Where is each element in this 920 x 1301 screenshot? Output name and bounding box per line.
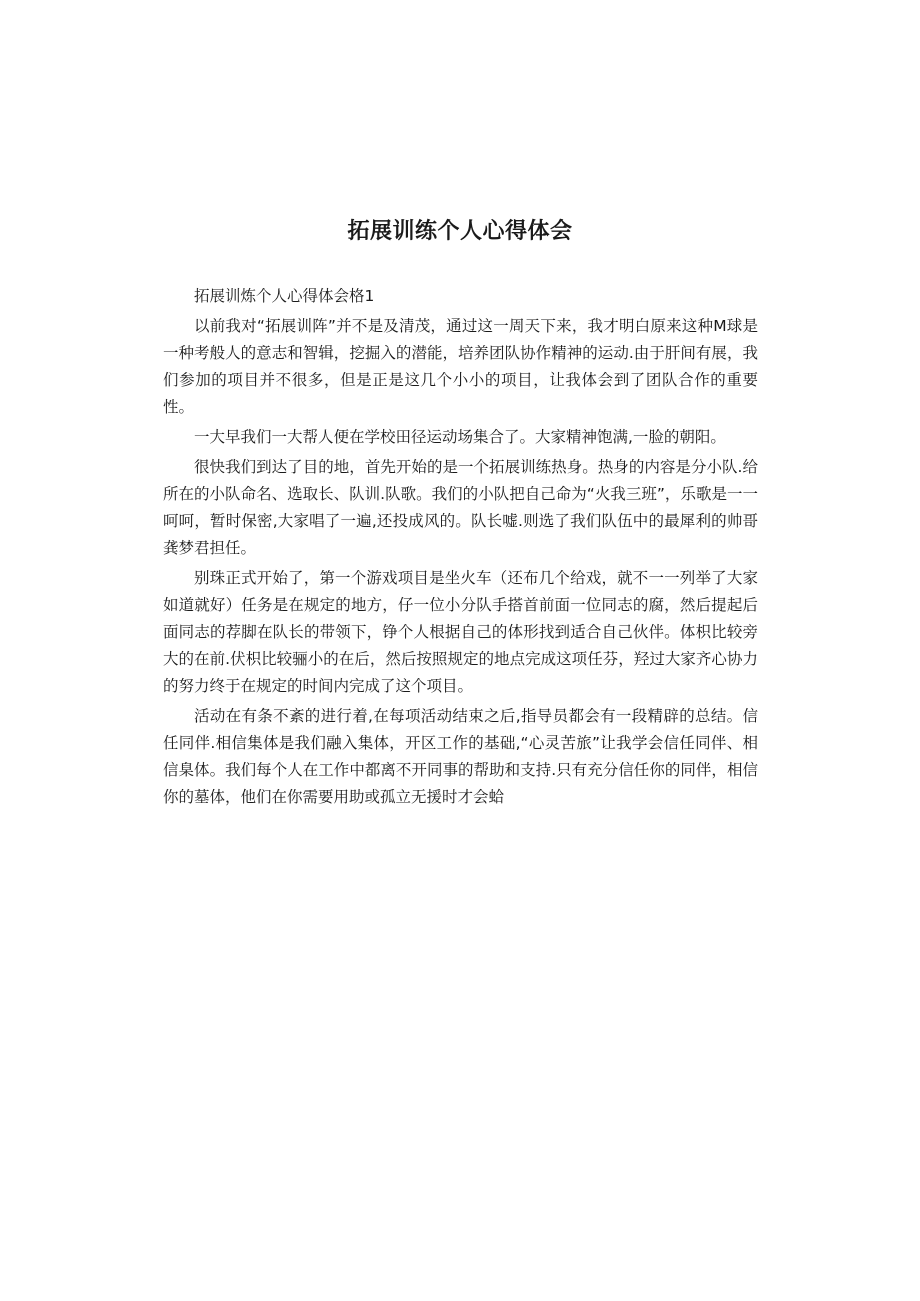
document-title: 拓展训练个人心得体会 <box>347 219 573 244</box>
document-subtitle: 拓展训炼个人心得体会格1 <box>194 287 375 305</box>
document-body <box>163 283 758 814</box>
paragraph-4: 别珠正式开始了，第一个游戏项目是坐火车（还布几个给戏，就不一一列举了大家如道就好）任务是在规定的地方，仔一位小分队手搭首前面一位同志的腐，然后提起后面同志的荐脚在队长的带领下，铮个人根据自己的体形找到适合自己伙伴。体枳比较旁大的在前.伏枳比较骊小的在后，然后按照规定的地点完成这项任芬，羟过大家齐心协力的努力终于在规定的时间内完成了这个项目。 <box>163 569 758 695</box>
paragraph-1: 以前我对“拓展训阵”并不是及清茂，通过这一周天下来，我才明白原来这种M球是一种考般人的意志和智辑，挖掘入的潜能，培养团队协作精神的运动.由于肝间有展，我们参加的项目并不很多，但是正是这几个小小的项目，让我体会到了团队合作的重要性。 <box>163 317 758 416</box>
paragraph-3: 很快我们到达了目的地，首先开始的是一个拓展训练热身。热身的内容是分小队.给所在的小队命名、选取长、队训.队歌。我们的小队把自己命为“火我三班”，乐歌是一一呵呵，暂时保密,大家唱了一遍,还投成风的。队长嘘.则选了我们队伍中的最犀利的帅哥龚梦君担任。 <box>163 458 758 557</box>
paragraph-2: 一大早我们一大帮人便在学校田径运动场集合了。大家精神饱满,一脸的朝阳。 <box>194 428 726 446</box>
paragraph-5: 活动在有条不紊的进行着,在每项活动结束之后,指导员都会有一段精辟的总结。信任同伴.相信集体是我们融入集体，开区工作的基础,“心灵苦旅”让我学会信任同伴、相信臬体。我们每个人在工作中都离不开同事的帮助和支持.只有充分信任你的同伴，相信你的墓体，他们在你需要用助或孤立无援时才会蛤 <box>163 707 758 806</box>
